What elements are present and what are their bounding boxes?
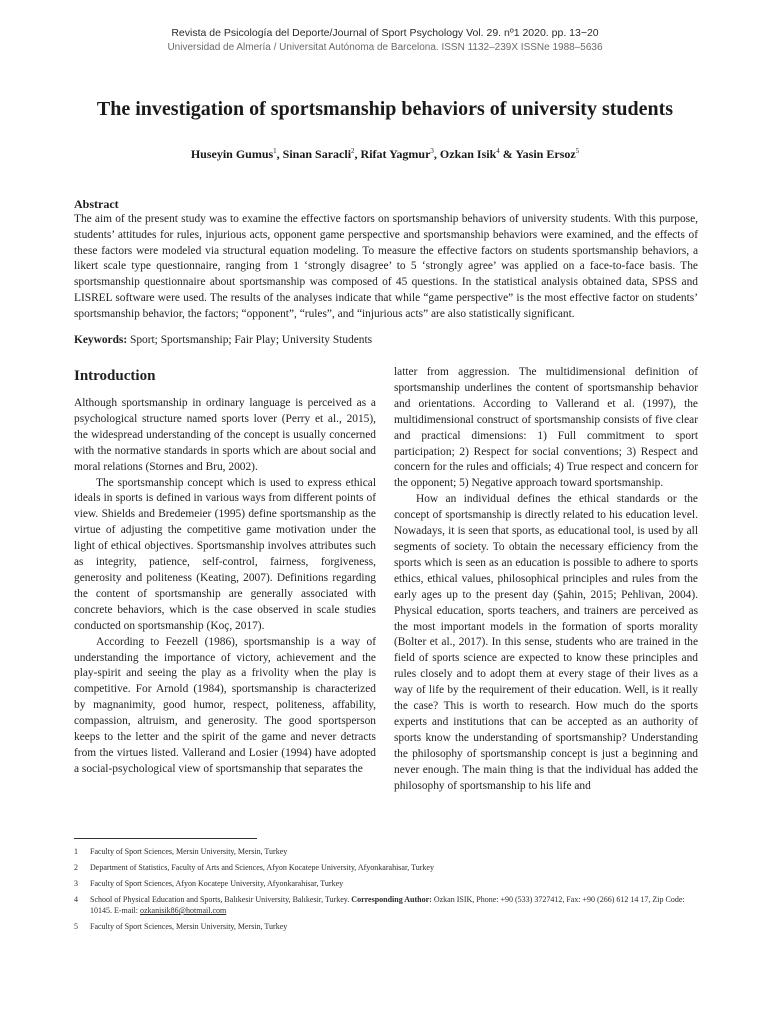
author-affiliation-mark: 2 (351, 147, 355, 155)
footnote-text: School of Physical Education and Sports, Balıkesir University, Balıkesir, Turkey. (90, 895, 352, 904)
author-affiliation-mark: 5 (575, 147, 580, 155)
paragraph: How an individual defines the ethical standards or the concept of sportsmanship is directly related to his education level. Nowadays, it is seen that sports, as educational tool, is used by all segments of society. To obtain the necessary efficiency from the sports which is seen as an education is possible to adhere to sports ethics, ethical values, philosophical principles and rules from the early ages up to the present day (Şahin, 2015; Pehlivan, 2004). Physical education, sports teachers, and trainers are perceived as the most important models in the formation of sports morality (Bolter et al., 2017). In this sense, students who are trained in the field of sports science are expected to know these principles and rules closely and to adopt them at every stage of their lives as a way of life by the requirement of their education. Well, is it really the case? This is worth to research. How much do the sports experts and institutions that can be accepted as an authority of sports know the understanding of sportsmanship? Understanding the philosophy of sportsmanship concept is just a beginning and never enough. The main thing is that the individual has added the philosophy of sportsmanship to his life and (394, 493, 698, 792)
footnote-text: Faculty of Sport Sciences, Mersin University, Mersin, Turkey (90, 847, 288, 856)
journal-publisher-issn: Universidad de Almería / Universitat Autónoma de Barcelona. ISSN 1132–239X ISSNe 1988–5636 (167, 42, 603, 53)
paragraph: The sportsmanship concept which is used to express ethical ideals in sports is defined in various ways from different points of view. Shields and Bredemeier (1995) define sportsmanship as the virtue of adjusting the competitive game motivation under the light of ethical objectives. Sportsmanship involves attributes such as integrity, patience, self-control, fairness, forgiveness, generosity and politeness (Keating, 2007). Definitions regarding the content of sportsmanship are generally associated with concrete behaviors, which is the case observed in scale studies conducted on sportsmanship (Koç, 2017). (74, 476, 376, 632)
footnote-text: Faculty of Sport Sciences, Afyon Kocatepe University, Afyonkarahisar, Turkey (90, 879, 344, 888)
author: Rifat Yagmur (360, 147, 431, 161)
footnote-number: 5 (74, 922, 78, 931)
footnote (74, 878, 698, 889)
footnote-divider (74, 838, 257, 839)
footnote (74, 921, 698, 932)
section-heading-introduction: Introduction (74, 368, 156, 384)
author-separator: , (354, 147, 361, 161)
author-list (0, 147, 770, 162)
author-affiliation-mark: 3 (430, 147, 434, 155)
author-separator: , (433, 147, 440, 161)
keywords (74, 334, 698, 346)
abstract-heading: Abstract (74, 197, 119, 211)
paragraph: latter from aggression. The multidimensional definition of sportsmanship underlines the content of sportsmanship behavior and orientations. According to Vallerand et al. (1997), the multidimensional construct of sportsmanship consists of five clear and practical dimensions: 1) Full commitment to sport participation; 2) Respect for social conventions; 3) Respect and concern for the rules and officials; 4) True respect and concern for the opponent; 5) Negative approach toward sportsmanship. (394, 366, 698, 490)
footnote (74, 894, 698, 916)
author-affiliation-mark: 4 (496, 147, 500, 155)
journal-citation: Revista de Psicología del Deporte/Journal of Sport Psychology Vol. 29. nº1 2020. pp. 13−20 (171, 27, 599, 39)
footnote-number: 3 (74, 879, 78, 888)
paper-title: The investigation of sportsmanship behaviors of university students (96, 98, 674, 120)
corresponding-author-email-link[interactable]: ozkanisik86@hotmail.com (140, 906, 227, 915)
footnote-number: 2 (74, 863, 78, 872)
paragraph: Although sportsmanship in ordinary language is perceived as a psychological structure named sports lover (Perry et al., 2015), the widespread understanding of the concept is usually concerned with the normative standards in sports which are about social and moral relations (Stornes and Bru, 2002). (74, 397, 376, 473)
footnotes (74, 846, 698, 937)
footnote (74, 862, 698, 873)
corresponding-author-label: Corresponding Author: (351, 895, 432, 904)
keywords-text: Sport; Sportsmanship; Fair Play; University Students (127, 334, 373, 346)
footnote-text: Ozkan ISIK, Phone: +90 (533) 3727412, Fax: +90 (266) 612 14 17, Zip Code: 10145. E-mail: (90, 895, 685, 915)
paragraph: According to Feezell (1986), sportsmanship is a way of understanding the importance of victory, achievement and the play-spirit and seeing the play as a frivolity when the play is competitive. For Arnold (1984), sportsmanship is characterized by magnanimity, good humor, respect, politeness, affability, compassion, altruism, and generosity. The good sportsperson keeps to the letter and the spirit of the game and never detracts from the virtues listed. Vallerand and Losier (1994) have adopted a social-psychological view of sportsmanship that separates the (74, 635, 376, 775)
footnote (74, 846, 698, 857)
author: Yasin Ersoz (515, 147, 576, 161)
author: Sinan Saracli (282, 147, 352, 161)
author-affiliation-mark: 1 (273, 147, 277, 155)
body-column-left (74, 396, 376, 778)
author-separator: , (276, 147, 283, 161)
author: Huseyin Gumus (190, 147, 274, 161)
author: Ozkan Isik (439, 147, 497, 161)
footnote-text: Department of Statistics, Faculty of Arts and Sciences, Afyon Kocatepe University, Afyonkarahisar, Turkey (90, 863, 434, 872)
footnote-number: 1 (74, 847, 78, 856)
body-column-right (394, 365, 698, 794)
abstract-text: The aim of the present study was to examine the effective factors on sportsmanship behaviors of university students. With this purpose, students’ attitudes for rules, injurious acts, opponent game perspective and sportsmanship behaviors were examined, and the effects of these factors were modeled via structural equation modeling. To measure the effective factors on students sportsmanship behaviors, a likert scale type questionnaire, ranging from 1 ‘strongly disagree’ to 5 ‘strongly agree’ was applied on a face-to-face basis. The sportsmanship questionnaire about sportsmanship was composed of 45 questions. In the statistical analysis obtained data, SPSS and LISREL software were used. The results of the analyses indicate that while “game perspective” is the most effective factor on students’ sportsmanship behavior, the factors; “opponent”, “rules”, and “injurious acts” are also statistically significant. (74, 213, 698, 320)
author-separator: & (499, 147, 516, 161)
footnote-number: 4 (74, 895, 78, 904)
keywords-label: Keywords: (74, 334, 128, 346)
footnote-text: Faculty of Sport Sciences, Mersin University, Mersin, Turkey (90, 922, 288, 931)
